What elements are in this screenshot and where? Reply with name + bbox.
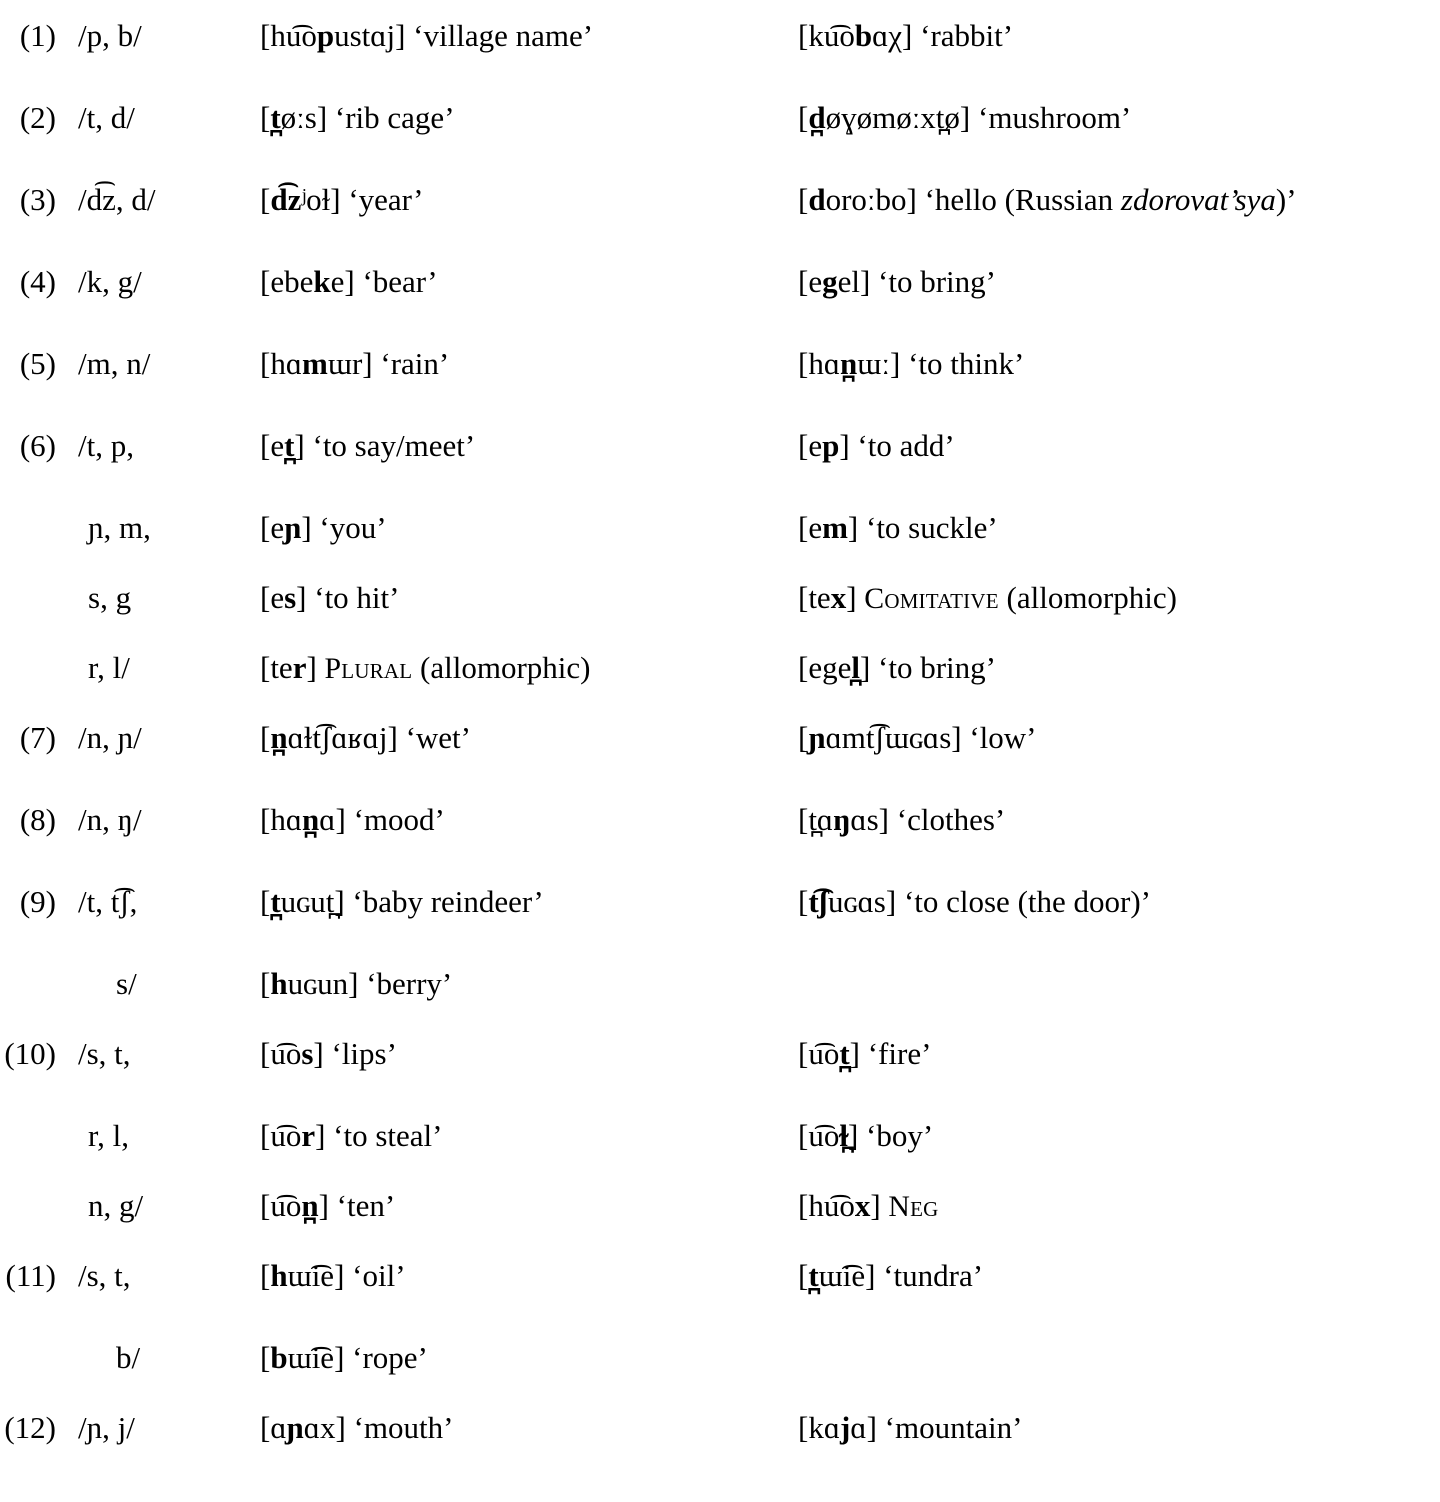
phoneme-pair: /t, p, [78,428,134,463]
phoneme-pair: /k, g/ [78,264,142,299]
example-right [798,348,1440,379]
example-left [260,512,798,543]
phonetic-form: [t̪uɢut̪] [260,884,345,919]
example-right [798,1190,1440,1222]
example-block [0,722,1440,804]
phonetic-form: [d̪øɣømøːxt̪ø] [798,100,971,135]
example-left [260,1260,798,1291]
example-number: (10) [4,1036,56,1071]
example-number: (2) [19,100,56,135]
phoneme-pair: n, g/ [88,1188,144,1223]
phonetic-form: [eɲ] [260,510,312,545]
gloss: ‘rabbit’ [920,18,1014,53]
phonetic-form: [d͡zʲoɫ] [260,182,341,217]
example-left [260,1120,798,1151]
phoneme-pair: s/ [116,966,137,1001]
gloss: ‘mountain’ [884,1410,1023,1445]
example-row [0,1342,1440,1412]
phoneme-pair: /s, t, [78,1258,131,1293]
example-left [260,582,798,613]
example-right [798,1260,1440,1291]
phonetic-form: [u͡oɫ̪] [798,1118,859,1153]
example-row [0,102,1440,184]
example-left [260,430,798,461]
example-row [0,184,1440,266]
example-block [0,102,1440,184]
example-number: (8) [19,802,56,837]
gloss: ‘to steal’ [333,1118,443,1153]
phoneme-pair: r, l, [88,1118,129,1153]
example-right [798,512,1440,543]
example-right [798,1120,1440,1151]
gloss: ‘low’ [969,720,1037,755]
phoneme-pair: r, l/ [88,650,130,685]
example-right [798,804,1440,835]
example-left [260,804,798,835]
phoneme-pair: /m, n/ [78,346,151,381]
phoneme-pair: /d͡z, d/ [78,182,156,217]
example-number: (1) [19,18,56,53]
example-number: (6) [19,428,56,463]
example-right [798,184,1440,215]
example-block [0,20,1440,102]
example-left [260,722,798,753]
phonetic-form: [es] [260,580,307,615]
example-row [0,722,1440,804]
gloss: ‘to hit’ [314,580,400,615]
gloss: ‘mouth’ [353,1410,454,1445]
phonetic-form: [ep] [798,428,850,463]
example-row [0,1120,1440,1190]
phonetic-form: [et̪] [260,428,305,463]
example-number: (11) [5,1258,56,1293]
example-row [0,1412,1440,1494]
gloss: ‘hello (Russian zdorovat’sya)’ [924,182,1297,217]
example-number: (3) [19,182,56,217]
phonetic-form: [u͡os] [260,1036,324,1071]
example-block [0,1038,1440,1260]
gloss: ‘village name’ [413,18,594,53]
example-block [0,1260,1440,1412]
phonetic-form: [egel̪] [798,650,871,685]
example-block [0,348,1440,430]
example-block [0,804,1440,886]
gloss: ‘bear’ [362,264,438,299]
example-row [0,1038,1440,1120]
phoneme-pair: /t, d/ [78,100,135,135]
gloss: ‘tundra’ [883,1258,984,1293]
phonetic-form: [bɯ͡ie] [260,1340,345,1375]
example-number: (7) [19,720,56,755]
example-right [798,652,1440,683]
gloss: ‘to close (the door)’ [903,884,1151,919]
phonetic-form: [egel] [798,264,871,299]
example-left [260,184,798,215]
phonetic-form: [doroːbo] [798,182,917,217]
example-row [0,582,1440,652]
gloss: ‘berry’ [366,966,453,1001]
example-row [0,652,1440,722]
example-block [0,1412,1440,1494]
example-right [798,1412,1440,1443]
gloss: ‘lips’ [331,1036,397,1071]
phoneme-pair: /n, ŋ/ [78,802,142,837]
phoneme-pair: /n, ɲ/ [78,720,142,755]
gloss: ‘to say/meet’ [312,428,476,463]
example-left [260,266,798,297]
example-row [0,20,1440,102]
gloss: ‘wet’ [405,720,471,755]
example-right [798,886,1440,917]
phoneme-pair: /s, t, [78,1036,131,1071]
example-row [0,804,1440,886]
example-number: (4) [19,264,56,299]
gloss: ‘rain’ [380,346,450,381]
gloss: ‘baby reindeer’ [352,884,544,919]
phonetic-form: [u͡or] [260,1118,326,1153]
phoneme-pair: /t, t͡ʃ, [78,884,138,919]
example-left [260,20,798,51]
example-row [0,1260,1440,1342]
example-number: (9) [19,884,56,919]
phonetic-form: [t̪ɑŋɑs] [798,802,890,837]
phonetic-form: [hɑmɯr] [260,346,373,381]
phonetic-form: [hu͡ox] [798,1188,881,1223]
example-block [0,266,1440,348]
gloss: ‘to bring’ [878,264,996,299]
phonetic-form: [hu͡opustɑj] [260,18,406,53]
example-right [798,1038,1440,1069]
phonetic-form: [u͡ot̪] [798,1036,860,1071]
phoneme-pair: b/ [116,1340,141,1375]
example-block [0,184,1440,266]
example-right [798,266,1440,297]
example-row [0,968,1440,1038]
example-right [798,582,1440,614]
example-number: (5) [19,346,56,381]
example-left [260,652,798,684]
phonetic-form: [n̪ɑɫt͡ʃɑʁɑj] [260,720,398,755]
phonetic-form: [ebeke] [260,264,355,299]
gloss: ‘fire’ [867,1036,932,1071]
gloss: ‘oil’ [352,1258,406,1293]
example-left [260,1342,798,1373]
phonetic-form: [t̪ɯ͡ie] [798,1258,876,1293]
phoneme-pair: ɲ, m, [88,510,151,545]
phonetic-form: [ter] [260,650,317,685]
gloss: ‘you’ [319,510,387,545]
example-left [260,968,798,999]
example-row [0,266,1440,348]
phonetic-form: [tex] [798,580,857,615]
gloss: ‘rope’ [352,1340,428,1375]
example-left [260,886,798,917]
phoneme-pair: /ɲ, j/ [78,1410,135,1445]
gloss: ‘year’ [348,182,424,217]
gloss: ‘to add’ [857,428,955,463]
example-right [798,20,1440,51]
example-number: (12) [4,1410,56,1445]
example-left [260,102,798,133]
example-row [0,512,1440,582]
example-row [0,1190,1440,1260]
gloss: ‘rib cage’ [334,100,455,135]
phonetic-form: [hɑn̪ɑ] [260,802,346,837]
example-right [798,430,1440,461]
example-left [260,348,798,379]
example-left [260,1412,798,1443]
phonetic-form: [em] [798,510,859,545]
phonetic-form: [u͡on̪] [260,1188,329,1223]
example-row [0,886,1440,968]
example-right [798,722,1440,753]
phonetic-form: [huɢun] [260,966,359,1001]
phonetic-form: [hɯ͡ie] [260,1258,345,1293]
gloss: ‘mood’ [353,802,445,837]
example-row [0,430,1440,512]
gloss: ‘clothes’ [896,802,1006,837]
example-row [0,348,1440,430]
phonetic-form: [ku͡obɑχ] [798,18,913,53]
gloss: Plural (allomorphic) [324,650,591,685]
gloss: ‘boy’ [866,1118,934,1153]
example-right [798,102,1440,133]
gloss: ‘ten’ [336,1188,396,1223]
phonetic-form: [hɑn̪ɯː] [798,346,901,381]
phonetic-form: [t͡ʃuɢɑs] [798,884,897,919]
example-block [0,886,1440,1038]
example-left [260,1038,798,1069]
phoneme-pair: s, g [88,580,132,615]
gloss: Comitative (allomorphic) [864,580,1177,615]
example-block [0,430,1440,722]
gloss: ‘to suckle’ [866,510,998,545]
phonetic-form: [t̪øːs] [260,100,328,135]
gloss: ‘mushroom’ [978,100,1132,135]
example-left [260,1190,798,1221]
phonetic-form: [ɲɑmt͡ʃɯɢɑs] [798,720,962,755]
phonetic-form: [kɑjɑ] [798,1410,877,1445]
gloss: Neg [888,1190,939,1223]
gloss: ‘to bring’ [878,650,996,685]
gloss: ‘to think’ [908,346,1025,381]
phonetic-form: [ɑɲɑx] [260,1410,346,1445]
phoneme-pair: /p, b/ [78,18,142,53]
